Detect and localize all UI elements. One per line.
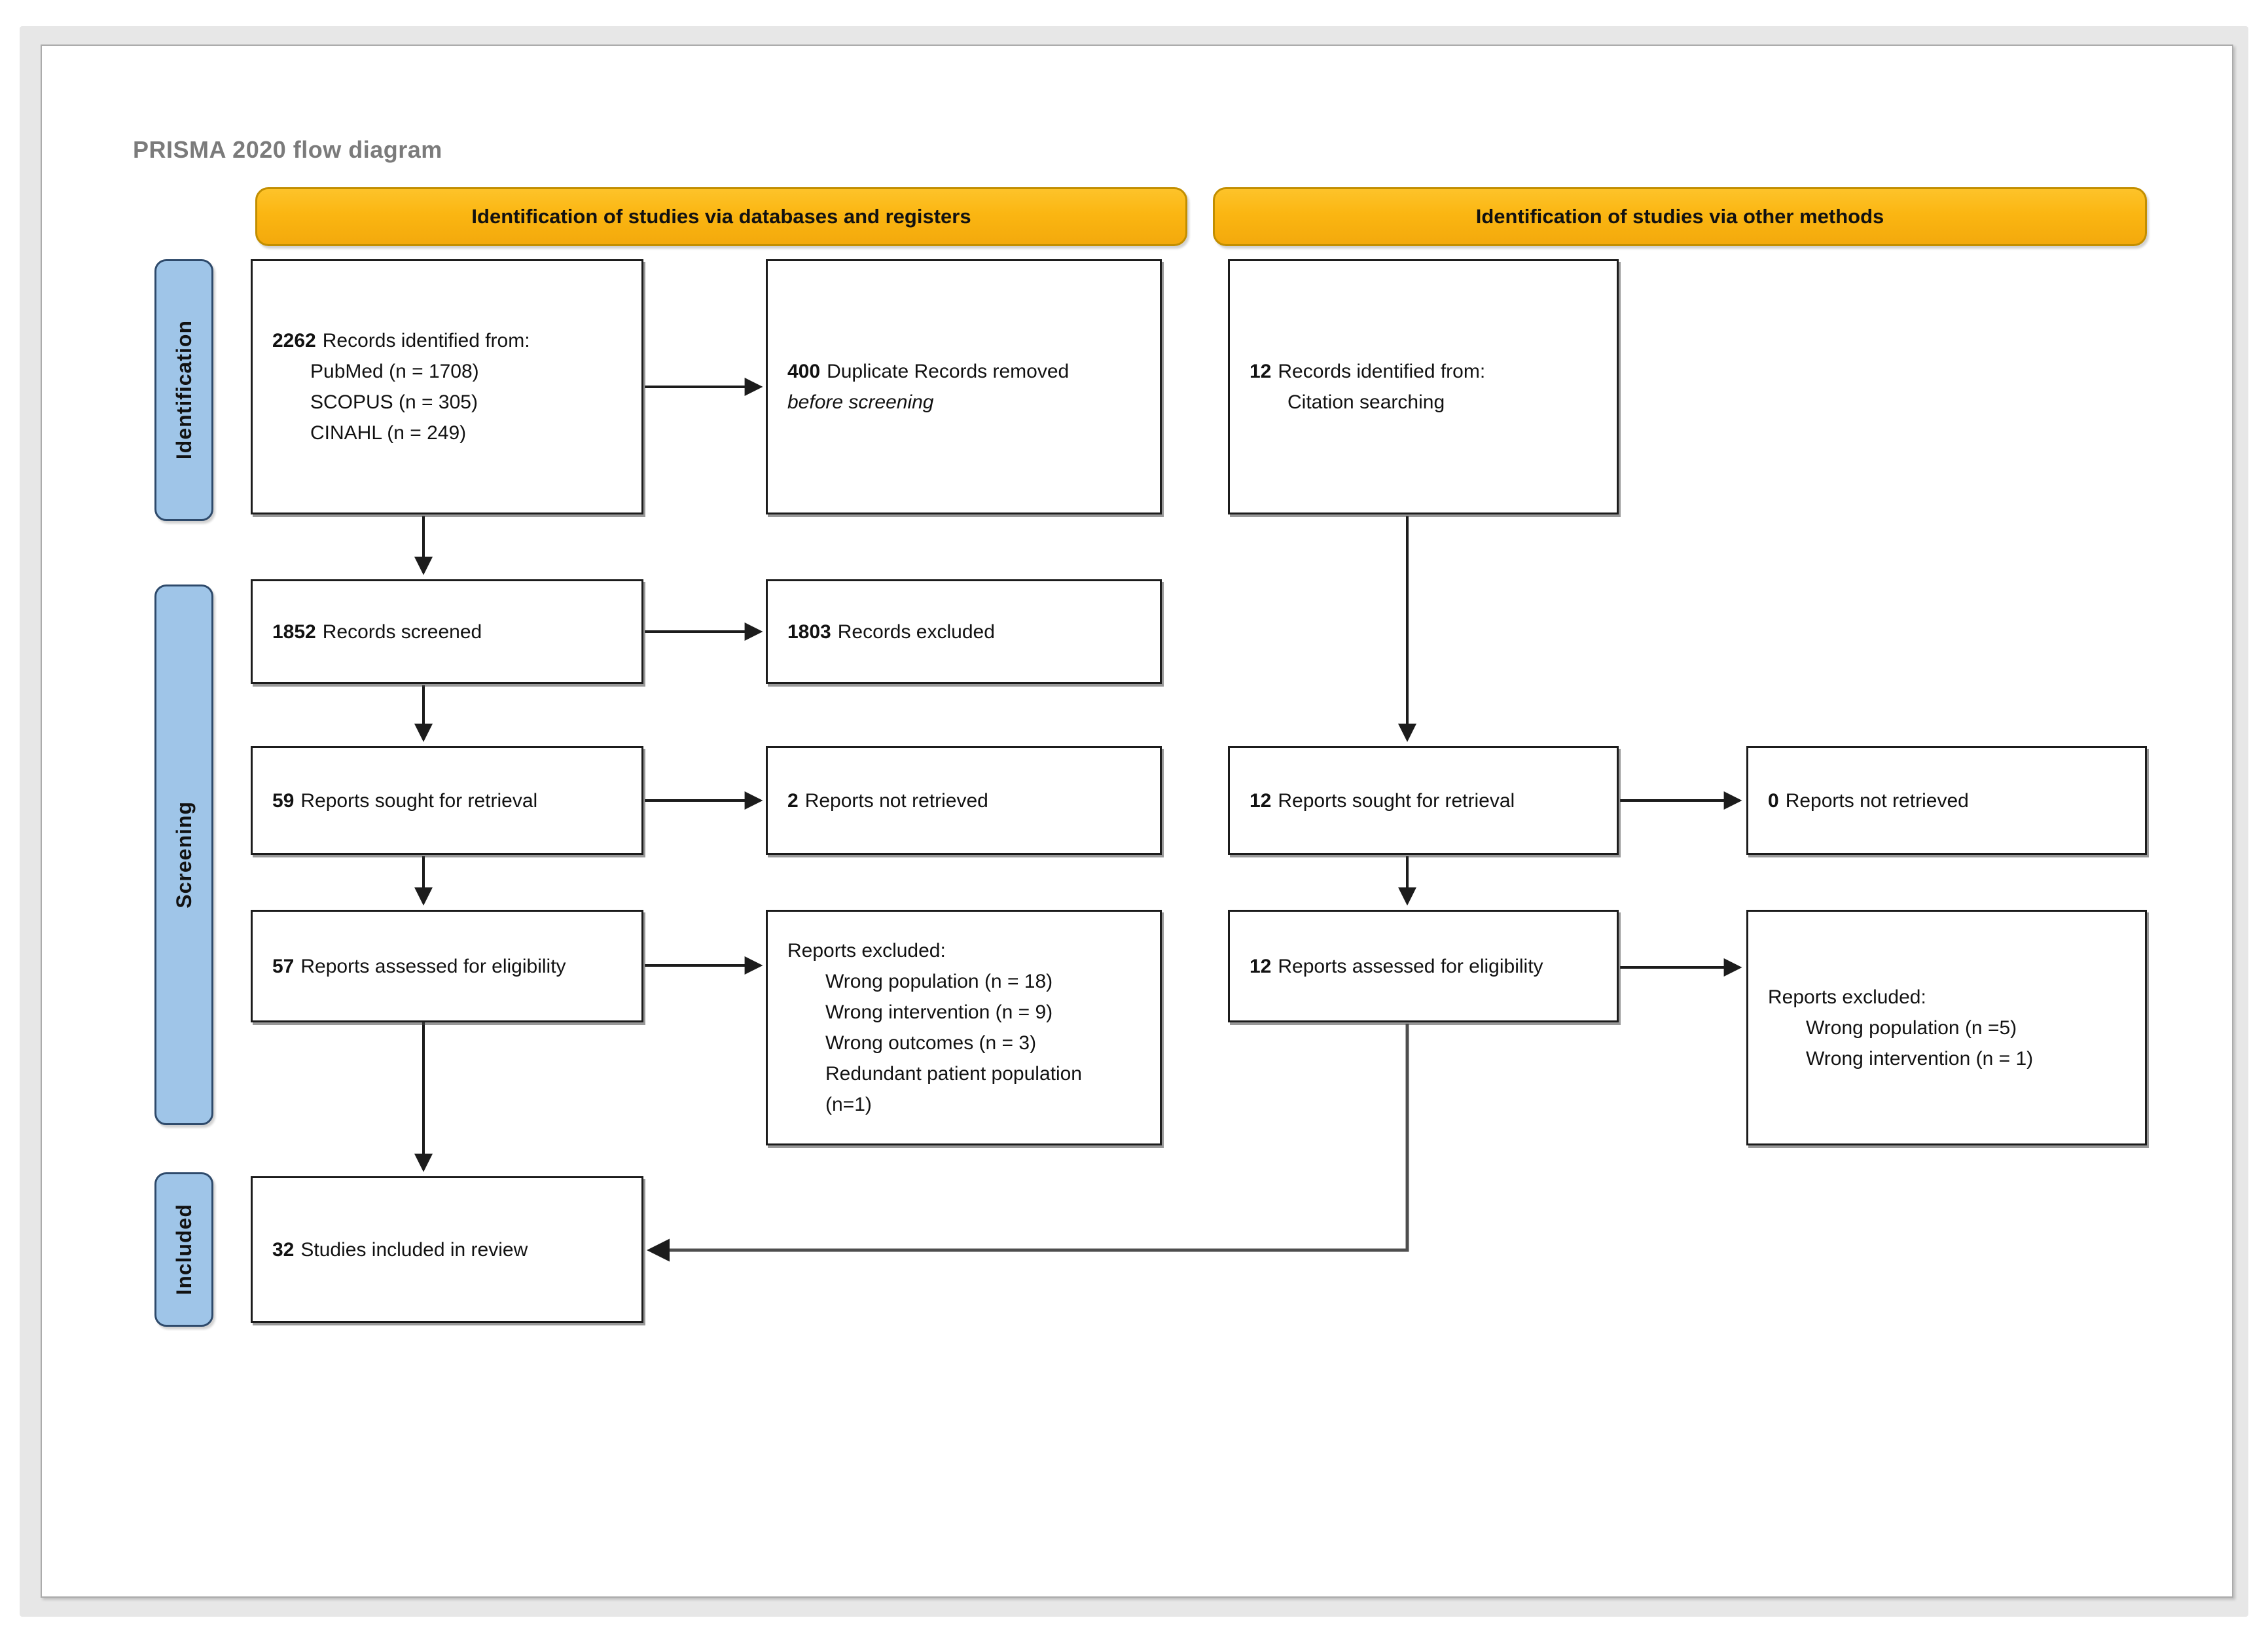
box-line: 59 Reports sought for retrieval bbox=[272, 789, 538, 812]
box-reports-sought-databases bbox=[251, 746, 643, 855]
box-line: 2262 Records identified from: bbox=[272, 330, 530, 351]
box-line: Reports excluded: bbox=[1768, 986, 1926, 1008]
box-reports-excluded-reasons-other-text bbox=[1748, 982, 2145, 1074]
box-records-identified-databases bbox=[251, 259, 643, 514]
box-line: Citation searching bbox=[1287, 391, 1445, 413]
box-reports-not-retrieved-other bbox=[1746, 746, 2147, 855]
page-title: PRISMA 2020 flow diagram bbox=[133, 136, 442, 163]
stage-identification-label: Identification bbox=[171, 320, 196, 460]
box-line: 2 Reports not retrieved bbox=[787, 789, 988, 812]
box-line: 0 Reports not retrieved bbox=[1768, 789, 1969, 812]
stage-included bbox=[154, 1172, 213, 1327]
box-line: Wrong population (n = 18) bbox=[825, 971, 1053, 992]
box-records-identified-other-text bbox=[1230, 356, 1617, 418]
box-reports-sought-other-text bbox=[1230, 785, 1617, 816]
stage-identification bbox=[154, 259, 213, 521]
box-line: Wrong intervention (n = 9) bbox=[825, 1001, 1053, 1023]
box-line: PubMed (n = 1708) bbox=[310, 361, 479, 382]
banner-other-label: Identification of studies via other methods bbox=[1475, 205, 1884, 228]
box-line: 12 Reports assessed for eligibility bbox=[1250, 955, 1543, 977]
box-records-identified-other bbox=[1228, 259, 1619, 514]
box-line: 12 Records identified from: bbox=[1250, 361, 1486, 382]
box-line: CINAHL (n = 249) bbox=[310, 422, 467, 444]
box-reports-excluded-reasons-databases bbox=[766, 910, 1162, 1145]
box-line: SCOPUS (n = 305) bbox=[310, 391, 478, 413]
box-reports-sought-other bbox=[1228, 746, 1619, 855]
box-reports-excluded-reasons-databases-text bbox=[768, 935, 1160, 1120]
box-records-screened-text bbox=[253, 617, 641, 647]
box-line: before screening bbox=[787, 391, 934, 413]
box-reports-assessed-databases-text bbox=[253, 951, 641, 982]
banner-other-methods bbox=[1213, 187, 2147, 246]
box-line: 57 Reports assessed for eligibility bbox=[272, 955, 566, 977]
banner-databases-registers bbox=[255, 187, 1187, 246]
box-reports-not-retrieved-databases-text bbox=[768, 785, 1160, 816]
box-line: 400 Duplicate Records removed bbox=[787, 361, 1070, 382]
box-reports-not-retrieved-databases bbox=[766, 746, 1162, 855]
stage-screening-label: Screening bbox=[171, 801, 196, 908]
box-records-excluded bbox=[766, 579, 1162, 684]
box-line: Reports excluded: bbox=[787, 940, 946, 962]
box-reports-sought-databases-text bbox=[253, 785, 641, 816]
box-line: Wrong population (n =5) bbox=[1806, 1016, 2017, 1039]
box-records-screened bbox=[251, 579, 643, 684]
banner-databases-label: Identification of studies via databases and registers bbox=[471, 205, 971, 228]
stage-screening bbox=[154, 585, 213, 1125]
box-duplicates-removed-text bbox=[768, 356, 1160, 418]
box-line: 1852 Records screened bbox=[272, 621, 482, 643]
box-records-excluded-text bbox=[768, 617, 1160, 647]
box-line: Wrong outcomes (n = 3) bbox=[825, 1032, 1037, 1054]
box-studies-included-text bbox=[253, 1234, 641, 1265]
box-line: Redundant patient population (n=1) bbox=[825, 1063, 1082, 1115]
box-line: Wrong intervention (n = 1) bbox=[1806, 1047, 2034, 1070]
box-reports-excluded-reasons-other bbox=[1746, 910, 2147, 1145]
box-records-identified-databases-text bbox=[253, 325, 641, 448]
stage-included-label: Included bbox=[171, 1204, 196, 1295]
box-reports-not-retrieved-other-text bbox=[1748, 785, 2145, 816]
box-line: 1803 Records excluded bbox=[787, 621, 995, 643]
box-reports-assessed-other bbox=[1228, 910, 1619, 1022]
box-reports-assessed-databases bbox=[251, 910, 643, 1022]
box-line: 32 Studies included in review bbox=[272, 1238, 528, 1261]
box-line: 12 Reports sought for retrieval bbox=[1250, 789, 1515, 812]
box-duplicates-removed bbox=[766, 259, 1162, 514]
box-reports-assessed-other-text bbox=[1230, 951, 1617, 982]
box-studies-included bbox=[251, 1176, 643, 1323]
